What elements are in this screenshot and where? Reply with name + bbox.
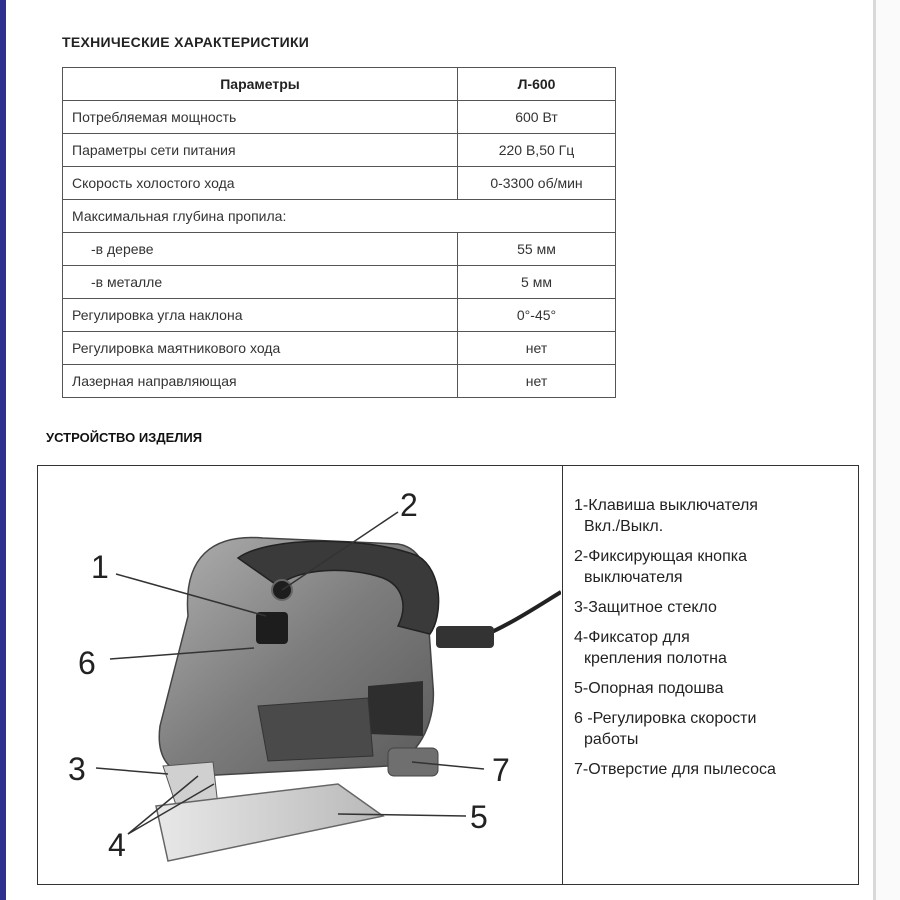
table-row bbox=[63, 332, 616, 365]
legend-line: 1-Клавиша выключателя bbox=[574, 497, 758, 514]
row-value: 0-3300 об/мин bbox=[458, 167, 616, 200]
table-row bbox=[63, 134, 616, 167]
row-param: Скорость холостого хода bbox=[63, 167, 458, 200]
row-param: Максимальная глубина пропила: bbox=[63, 200, 616, 233]
callout-2: 2 bbox=[400, 487, 418, 523]
callout-6: 6 bbox=[78, 645, 96, 681]
left-border-bar bbox=[0, 0, 6, 900]
jigsaw-illustration bbox=[38, 466, 561, 884]
right-margin bbox=[876, 0, 900, 900]
trigger-switch bbox=[256, 612, 288, 644]
row-value: 5 мм bbox=[458, 266, 616, 299]
legend-item bbox=[574, 759, 854, 780]
legend-line: выключателя bbox=[584, 569, 683, 586]
specs-table bbox=[62, 67, 616, 398]
specs-title: ТЕХНИЧЕСКИЕ ХАРАКТЕРИСТИКИ bbox=[62, 34, 310, 50]
row-param: Регулировка угла наклона bbox=[63, 299, 458, 332]
legend-item bbox=[574, 546, 854, 588]
row-value: 600 Вт bbox=[458, 101, 616, 134]
legend-line: 7-Отверстие для пылесоса bbox=[574, 761, 776, 778]
callout-4: 4 bbox=[108, 827, 126, 863]
callout-1: 1 bbox=[91, 549, 109, 585]
legend-item bbox=[574, 678, 854, 699]
table-row bbox=[63, 101, 616, 134]
legend-line: крепления полотна bbox=[584, 650, 727, 667]
legend-line: 6 -Регулировка скорости bbox=[574, 710, 757, 727]
legend-line: Вкл./Выкл. bbox=[584, 518, 664, 535]
header-model: Л-600 bbox=[458, 68, 616, 101]
callout-3: 3 bbox=[68, 751, 86, 787]
row-param: Лазерная направляющая bbox=[63, 365, 458, 398]
row-param: Регулировка маятникового хода bbox=[63, 332, 458, 365]
legend-item bbox=[574, 495, 854, 537]
table-row bbox=[63, 299, 616, 332]
row-value: 55 мм bbox=[458, 233, 616, 266]
legend-item bbox=[574, 627, 854, 669]
row-param: -в дереве bbox=[63, 233, 458, 266]
table-row bbox=[63, 365, 616, 398]
row-param: Потребляемая мощность bbox=[63, 101, 458, 134]
table-row bbox=[63, 233, 616, 266]
table-row bbox=[63, 266, 616, 299]
row-value: 220 В,50 Гц bbox=[458, 134, 616, 167]
table-row bbox=[63, 200, 616, 233]
side-panel bbox=[258, 698, 373, 761]
callout-line-3 bbox=[96, 768, 168, 774]
header-params: Параметры bbox=[63, 68, 458, 101]
row-param: Параметры сети питания bbox=[63, 134, 458, 167]
row-value: 0°-45° bbox=[458, 299, 616, 332]
device-title: УСТРОЙСТВО ИЗДЕЛИЯ bbox=[46, 430, 203, 445]
callout-5: 5 bbox=[470, 799, 488, 835]
legend-line: 2-Фиксирующая кнопка bbox=[574, 548, 747, 565]
row-value: нет bbox=[458, 332, 616, 365]
cord-strain-relief bbox=[436, 626, 494, 648]
legend-line: 4-Фиксатор для bbox=[574, 629, 690, 646]
legend-line: 5-Опорная подошва bbox=[574, 680, 724, 697]
legend-item bbox=[574, 597, 854, 618]
motor-vent bbox=[368, 681, 423, 736]
device-legend bbox=[574, 495, 854, 789]
table-row bbox=[63, 167, 616, 200]
table-header-row bbox=[63, 68, 616, 101]
legend-line: 3-Защитное стекло bbox=[574, 599, 717, 616]
legend-item bbox=[574, 708, 854, 750]
row-param: -в металле bbox=[63, 266, 458, 299]
legend-line: работы bbox=[584, 731, 639, 748]
device-divider bbox=[562, 465, 563, 885]
callout-7: 7 bbox=[492, 752, 510, 788]
row-value: нет bbox=[458, 365, 616, 398]
